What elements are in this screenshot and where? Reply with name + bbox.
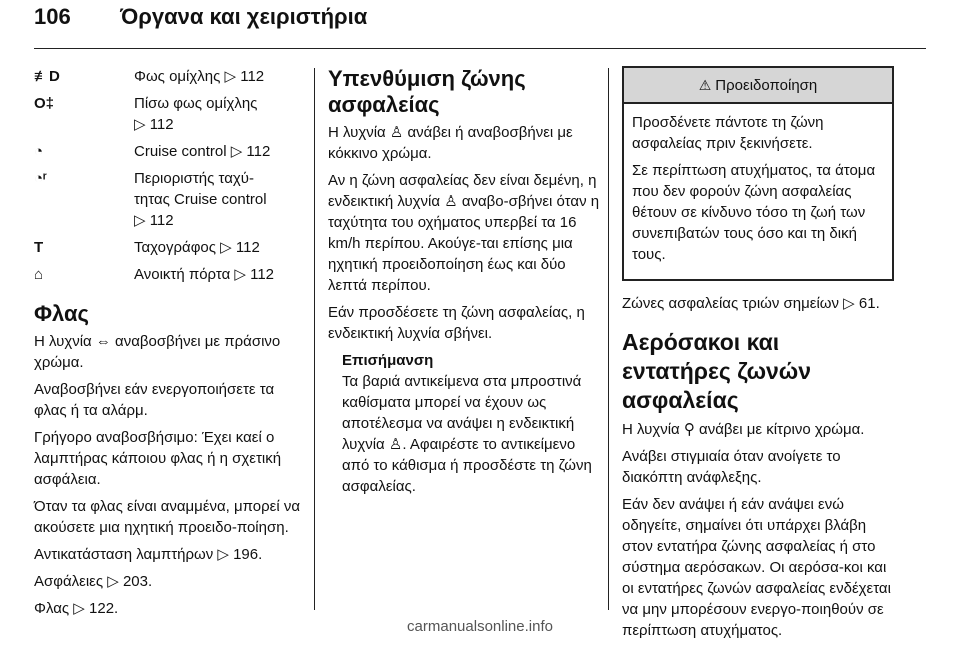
fog-light-icon: ≢D <box>34 68 60 85</box>
warning-paragraph: Σε περίπτωση ατυχήματος, τα άτομα που δεν φορούν ζώνη ασφαλείας θέτουν σε κίνδυνο τόσο τη ζωή των συνεπιβατών τους όσο και τη δική τους. <box>632 162 876 263</box>
seatbelt-paragraph: Αν η ζώνη ασφαλείας δεν είναι δεμένη, η ενδεικτική λυχνία ♙ αναβο-σβήνει όταν η ταχύτητα του οχήματος υπερβεί τα 16 km/h περίπου. Ακούγε-ται επίσης μια ηχητική προειδοποίηση έως και δύο λεπτά περίπου. <box>328 172 600 294</box>
airbags-paragraph: Ανάβει στιγμιαία όταν ανοίγετε το διακόπτη ανάφλεξης. <box>622 448 841 486</box>
indicator-text: ▷ 112 <box>134 212 174 229</box>
cruise-control-icon: ◔ <box>34 143 44 160</box>
seatbelt-paragraph: Η λυχνία ♙ ανάβει ή αναβοσβήνει με κόκκινο χρώμα. <box>328 124 573 162</box>
header-rule <box>34 48 926 49</box>
warning-paragraph: Προσδένετε πάντοτε τη ζώνη ασφαλείας πριν ξεκινήσετε. <box>632 114 824 152</box>
note-text: Τα βαριά αντικείμενα στα μπροστινά καθίσματα μπορεί να έχουν ως αποτέλεσμα να ανάψει η ενδεικτική λυχνία ♙. Αφαιρέστε το αντικείμενο από το κάθισμα ή προσδέστε τη ζώνη ασφαλείας. <box>342 373 592 495</box>
column-left <box>34 66 302 625</box>
column-divider-2 <box>608 68 609 610</box>
page-title: Όργανα και χειριστήρια <box>120 4 368 29</box>
airbags-heading: Αερόσακοι και εντατήρες ζωνών ασφαλείας <box>622 329 812 413</box>
indicator-row <box>34 66 302 87</box>
indicator-text: ▷ 112 <box>134 116 174 133</box>
watermark: carmanualsonline.info <box>407 618 553 635</box>
speed-limiter-icon: ◔ʳ <box>34 170 47 187</box>
warning-triangle-icon: ⚠ <box>698 77 712 93</box>
indicator-row <box>34 168 302 231</box>
indicator-row <box>34 93 302 135</box>
rear-fog-light-icon: O‡ <box>34 95 55 112</box>
flash-paragraph: Η λυχνία ⇔ αναβοσβήνει με πράσινο χρώμα. <box>34 333 281 371</box>
indicator-text: Ανοικτή πόρτα ▷ 112 <box>134 266 275 283</box>
tachograph-icon: T <box>34 239 44 256</box>
indicator-text: Περιοριστής ταχύ- <box>134 170 254 187</box>
column-right <box>622 66 894 647</box>
warning-body <box>624 104 892 279</box>
three-point-belts-link[interactable]: Ζώνες ασφαλείας τριών σημείων ▷ 61. <box>622 295 880 312</box>
flash-paragraph: Γρήγορο αναβοσβήσιμο: Έχει καεί ο λαμπτήρας κάποιου φλας ή η σχετική ασφάλεια. <box>34 429 282 488</box>
indicator-text: Φως ομίχλης ▷ 112 <box>134 68 265 85</box>
indicator-row <box>34 237 302 258</box>
note-title: Επισήμανση <box>342 352 434 369</box>
open-door-icon: ⌂ <box>34 266 44 283</box>
column-divider-1 <box>314 68 315 610</box>
flash-paragraph: Όταν τα φλας είναι αναμμένα, μπορεί να ακούσετε μια ηχητική προειδο-ποίηση. <box>34 498 301 536</box>
flash-heading: Φλας <box>34 301 89 326</box>
indicator-text: τητας Cruise control <box>134 191 267 208</box>
indicator-text: Cruise control ▷ 112 <box>134 143 271 160</box>
page-number: 106 <box>34 4 71 29</box>
indicator-text: Πίσω φως ομίχλης <box>134 95 258 112</box>
airbags-paragraph: Εάν δεν ανάψει ή εάν ανάψει ενώ οδηγείτε, σημαίνει ότι υπάρχει βλάβη στον εντατήρα ζώνης ασφαλείας ή στο σύστημα αερόσακων. Οι αερόσα-κοι και οι εντατήρες ζωνών ασφαλείας ενδέχεται να μην μπορέσουν ενεργο-ποιηθούν σε περίπτωση ατυχήματος. <box>622 496 891 639</box>
flash-link[interactable]: Φλας ▷ 122. <box>34 600 119 617</box>
bulb-replacement-link[interactable]: Αντικατάσταση λαμπτήρων ▷ 196. <box>34 546 263 563</box>
airbags-paragraph: Η λυχνία ⚲ ανάβει με κίτρινο χρώμα. <box>622 421 865 438</box>
indicator-row <box>34 264 302 285</box>
page-header <box>34 4 367 30</box>
seatbelt-reminder-heading: Υπενθύμιση ζώνης ασφαλείας <box>328 66 526 117</box>
warning-header <box>624 68 892 104</box>
indicator-row <box>34 141 302 162</box>
warning-box <box>622 66 894 281</box>
column-middle <box>328 66 601 497</box>
indicator-text: Ταχογράφος ▷ 112 <box>134 239 260 256</box>
indicator-list <box>34 66 302 285</box>
seatbelt-paragraph: Εάν προσδέσετε τη ζώνη ασφαλείας, η ενδεικτική λυχνία σβήνει. <box>328 304 585 342</box>
flash-paragraph: Αναβοσβήνει εάν ενεργοποιήσετε τα φλας ή τα αλάρμ. <box>34 381 275 419</box>
warning-title: Προειδοποίηση <box>715 77 818 94</box>
fuses-link[interactable]: Ασφάλειες ▷ 203. <box>34 573 153 590</box>
